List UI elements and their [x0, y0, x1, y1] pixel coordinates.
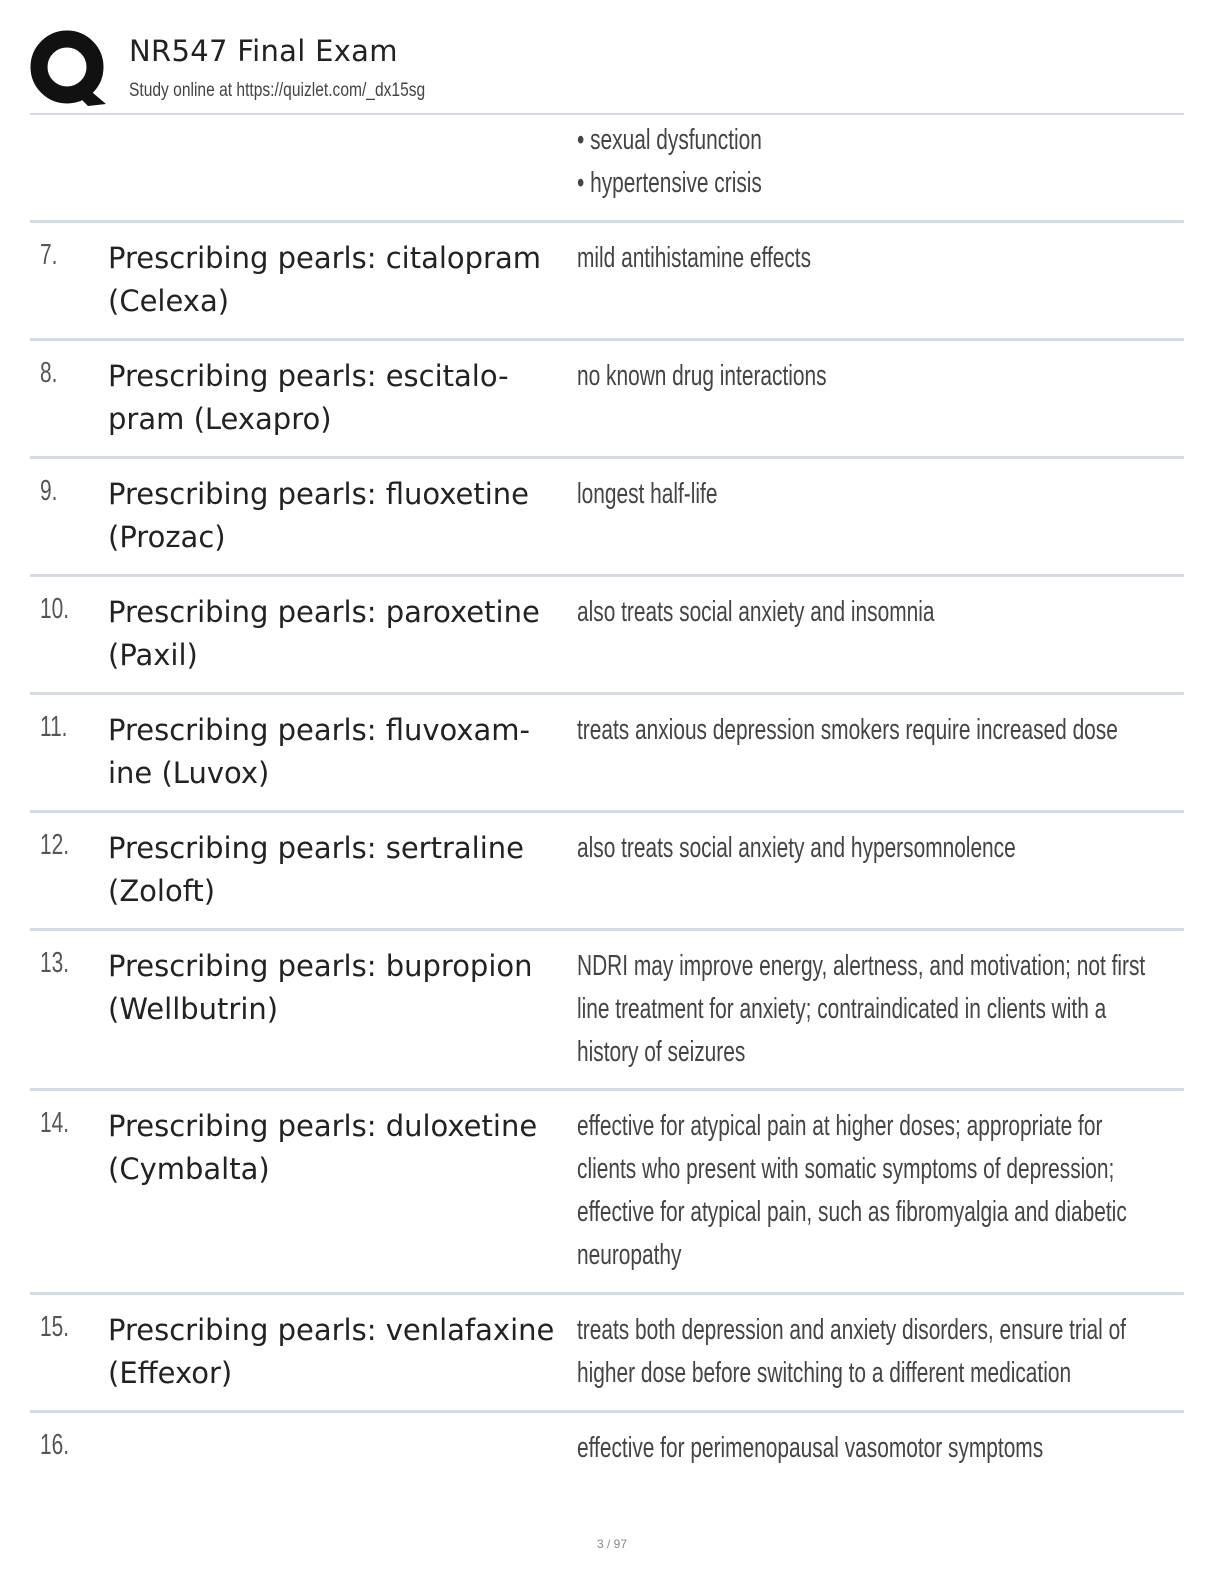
flashcard-row: [30, 341, 1184, 459]
flashcard-row: [30, 1091, 1184, 1295]
card-number: 7.: [40, 239, 58, 271]
definition-line: history of seizures: [577, 1036, 746, 1068]
definition-line: clients who present with somatic symptoms of depression;: [577, 1153, 1115, 1185]
card-number: 10.: [40, 593, 70, 625]
card-definition: [577, 1309, 1175, 1395]
flashcard-row: [30, 1295, 1184, 1413]
card-term: Prescribing pearls: escitalo- pram (Lexapro): [108, 359, 509, 436]
definition-line: treats anxious depression smokers require increased dose: [577, 714, 1118, 746]
card-number: 8.: [40, 357, 58, 389]
continuation-row: [30, 115, 1184, 223]
card-definition: [577, 1427, 1175, 1470]
card-term: Prescribing pearls: duloxetine (Cymbalta): [108, 1109, 538, 1186]
definition-line: also treats social anxiety and hypersomnolence: [577, 832, 1016, 864]
card-number: 14.: [40, 1107, 70, 1139]
card-definition: [577, 591, 1175, 634]
card-term: Prescribing pearls: paroxetine (Paxil): [108, 595, 540, 672]
definition-line: mild antihistamine effects: [577, 242, 812, 274]
definition-line: effective for perimenopausal vasomotor symptoms: [577, 1432, 1044, 1464]
definition-line: also treats social anxiety and insomnia: [577, 596, 935, 628]
flashcard-row: [30, 813, 1184, 931]
card-number: 11.: [40, 711, 68, 743]
continued-definition: [577, 119, 1175, 205]
definition-line: • sexual dysfunction: [577, 124, 762, 156]
definition-line: treats both depression and anxiety disorders, ensure trial of: [577, 1314, 1126, 1346]
quizlet-logo: [30, 30, 108, 108]
flashcard-row: [30, 1413, 1184, 1513]
card-definition: [577, 1105, 1175, 1277]
card-definition: [577, 827, 1175, 870]
card-definition: [577, 237, 1175, 280]
definition-line: longest half-life: [577, 478, 718, 510]
definition-line: higher dose before switching to a different medication: [577, 1357, 1072, 1389]
definition-line: no known drug interactions: [577, 360, 827, 392]
flashcard-row: [30, 223, 1184, 341]
card-term: Prescribing pearls: citalopram (Celexa): [108, 241, 542, 318]
page-number: 3 / 97: [596, 1537, 628, 1551]
flashcard-row: [30, 931, 1184, 1091]
page-header: [30, 28, 1184, 114]
card-number: 12.: [40, 829, 70, 861]
card-term: Prescribing pearls: fluoxetine (Prozac): [108, 477, 529, 554]
definition-line: effective for atypical pain, such as fibromyalgia and diabetic: [577, 1196, 1127, 1228]
definition-line: NDRI may improve energy, alertness, and motivation; not first: [577, 950, 1146, 982]
flashcard-row: [30, 695, 1184, 813]
card-number: 15.: [40, 1311, 70, 1343]
card-number: 16.: [40, 1429, 70, 1461]
card-definition: [577, 355, 1175, 398]
flashcard-list: [30, 115, 1184, 1513]
card-number: 9.: [40, 475, 58, 507]
card-number: 13.: [40, 947, 70, 979]
flashcard-row: [30, 577, 1184, 695]
card-term: Prescribing pearls: sertraline (Zoloft): [108, 831, 524, 908]
definition-line: • hypertensive crisis: [577, 167, 762, 199]
definition-line: neuropathy: [577, 1239, 682, 1271]
card-term: Prescribing pearls: venlafaxine (Effexor): [108, 1313, 555, 1390]
definition-line: effective for atypical pain at higher doses; appropriate for: [577, 1110, 1103, 1142]
study-url[interactable]: Study online at https://quizlet.com/_dx15sg: [129, 80, 426, 101]
card-term: Prescribing pearls: fluvoxam- ine (Luvox): [108, 713, 531, 790]
card-term: Prescribing pearls: bupropion (Wellbutrin): [108, 949, 533, 1026]
card-definition: [577, 709, 1175, 752]
definition-line: line treatment for anxiety; contraindicated in clients with a: [577, 993, 1107, 1025]
deck-title: NR547 Final Exam: [129, 34, 398, 68]
flashcard-row: [30, 459, 1184, 577]
card-definition: [577, 473, 1175, 516]
card-definition: [577, 945, 1175, 1074]
